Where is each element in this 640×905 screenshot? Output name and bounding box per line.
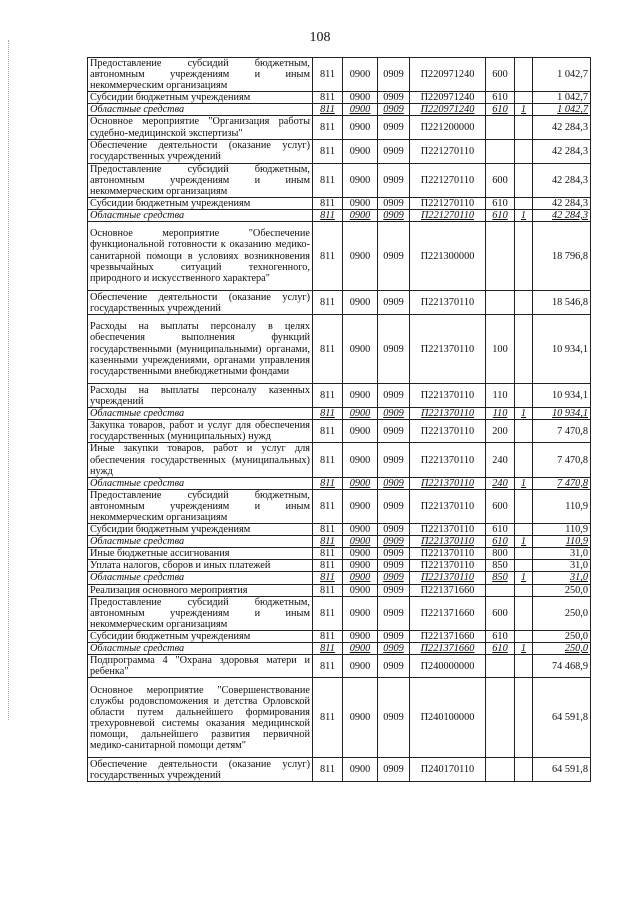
subsection-code: 0909 [378,222,410,291]
table-row [88,630,591,642]
section-code: 0900 [343,222,378,291]
funding-source-code: 1 [515,572,533,584]
section-code: 0900 [343,489,378,523]
table-row [88,596,591,630]
expense-type-code: 610 [486,210,515,222]
expense-type-code: 600 [486,596,515,630]
section-code: 0900 [343,116,378,139]
expense-type-code: 600 [486,163,515,197]
funding-source-code: 1 [515,210,533,222]
amount: 110,9 [533,536,591,548]
funding-source-code: 1 [515,104,533,116]
grbs-code: 811 [313,655,343,678]
subsection-code: 0909 [378,584,410,596]
table-row [88,139,591,163]
table-row [88,104,591,116]
target-article-code: П221370110 [410,420,486,443]
table-row [88,560,591,572]
table-row [88,536,591,548]
table-row [88,197,591,209]
row-name: Областные средства [88,408,313,420]
expense-type-code: 600 [486,58,515,92]
section-code: 0900 [343,536,378,548]
subsection-code: 0909 [378,197,410,209]
table-row [88,163,591,197]
target-article-code: П221370110 [410,489,486,523]
target-article-code: П221270110 [410,163,486,197]
funding-source-code [515,420,533,443]
grbs-code: 811 [313,197,343,209]
row-name: Обеспечение деятельности (оказание услуг) государственных учреждений [88,139,313,163]
grbs-code: 811 [313,536,343,548]
subsection-code: 0909 [378,315,410,384]
expense-type-code [486,291,515,315]
expense-type-code: 110 [486,408,515,420]
expense-type-code [486,584,515,596]
target-article-code: П221300000 [410,222,486,291]
grbs-code: 811 [313,596,343,630]
grbs-code: 811 [313,572,343,584]
target-article-code: П221370110 [410,291,486,315]
grbs-code: 811 [313,139,343,163]
subsection-code: 0909 [378,477,410,489]
expense-type-code: 110 [486,384,515,408]
funding-source-code [515,560,533,572]
grbs-code: 811 [313,116,343,139]
target-article-code: П240000000 [410,655,486,678]
amount: 18 796,8 [533,222,591,291]
target-article-code: П221370110 [410,477,486,489]
table-row [88,524,591,536]
section-code: 0900 [343,104,378,116]
grbs-code: 811 [313,678,343,758]
table-row [88,548,591,560]
subsection-code: 0909 [378,291,410,315]
target-article-code: П220971240 [410,92,486,104]
section-code: 0900 [343,678,378,758]
row-name: Предоставление субсидий бюджетным, автономным учреждениям и иным некоммерческим организациям [88,58,313,92]
grbs-code: 811 [313,420,343,443]
section-code: 0900 [343,139,378,163]
funding-source-code [515,197,533,209]
grbs-code: 811 [313,104,343,116]
row-name: Предоставление субсидий бюджетным, автономным учреждениям и иным некоммерческим организациям [88,489,313,523]
target-article-code: П220971240 [410,104,486,116]
section-code: 0900 [343,58,378,92]
expense-type-code [486,116,515,139]
subsection-code: 0909 [378,524,410,536]
table-row [88,655,591,678]
table-row [88,420,591,443]
section-code: 0900 [343,420,378,443]
funding-source-code: 1 [515,408,533,420]
expense-type-code: 610 [486,536,515,548]
amount: 250,0 [533,643,591,655]
section-code: 0900 [343,477,378,489]
target-article-code: П221270110 [410,139,486,163]
section-code: 0900 [343,291,378,315]
target-article-code: П221200000 [410,116,486,139]
target-article-code: П221371660 [410,596,486,630]
funding-source-code [515,315,533,384]
funding-source-code [515,489,533,523]
expense-type-code: 240 [486,443,515,477]
amount: 7 470,8 [533,443,591,477]
section-code: 0900 [343,560,378,572]
table-row [88,489,591,523]
row-name: Реализация основного мероприятия [88,584,313,596]
amount: 42 284,3 [533,163,591,197]
target-article-code: П221370110 [410,560,486,572]
row-name: Уплата налогов, сборов и иных платежей [88,560,313,572]
subsection-code: 0909 [378,443,410,477]
table-row [88,643,591,655]
grbs-code: 811 [313,584,343,596]
subsection-code: 0909 [378,630,410,642]
target-article-code: П221370110 [410,572,486,584]
amount: 42 284,3 [533,210,591,222]
expense-type-code [486,655,515,678]
grbs-code: 811 [313,210,343,222]
expense-type-code: 850 [486,572,515,584]
funding-source-code [515,524,533,536]
funding-source-code [515,443,533,477]
row-name: Расходы на выплаты персоналу в целях обеспечения выполнения функций государственными (муниципальными) органами, казенными учреждениями, органами управления государственными внебюджетными фондами [88,315,313,384]
target-article-code: П221370110 [410,315,486,384]
expense-type-code [486,222,515,291]
subsection-code: 0909 [378,596,410,630]
grbs-code: 811 [313,477,343,489]
row-name: Областные средства [88,572,313,584]
subsection-code: 0909 [378,116,410,139]
target-article-code: П240170110 [410,758,486,782]
expense-type-code: 610 [486,524,515,536]
section-code: 0900 [343,548,378,560]
funding-source-code [515,163,533,197]
row-name: Иные закупки товаров, работ и услуг для обеспечения государственных (муниципальных) нужд [88,443,313,477]
row-name: Областные средства [88,477,313,489]
grbs-code: 811 [313,489,343,523]
target-article-code: П221371660 [410,584,486,596]
subsection-code: 0909 [378,536,410,548]
expense-type-code: 610 [486,630,515,642]
row-name: Основное мероприятие "Совершенствование службы родовспоможения и детства Орловской области путем дальнейшего формирования трехуровневой системы оказания медицинской помощи, дальнейшего развития первичной медико-санитарной помощи детям" [88,678,313,758]
table-row [88,584,591,596]
section-code: 0900 [343,163,378,197]
amount: 7 470,8 [533,420,591,443]
funding-source-code [515,655,533,678]
table-row [88,210,591,222]
amount: 110,9 [533,524,591,536]
target-article-code: П221371660 [410,643,486,655]
grbs-code: 811 [313,315,343,384]
grbs-code: 811 [313,560,343,572]
funding-source-code [515,58,533,92]
amount: 1 042,7 [533,92,591,104]
expense-type-code: 610 [486,643,515,655]
expense-type-code: 200 [486,420,515,443]
subsection-code: 0909 [378,643,410,655]
table-row [88,477,591,489]
target-article-code: П221270110 [410,210,486,222]
row-name: Подпрограмма 4 "Охрана здоровья матери и ребенка" [88,655,313,678]
row-name: Основное мероприятие "Обеспечение функциональной готовности к оказанию медико-санитарной помощи в условиях возникновения чрезвычайных ситуаций техногенного, природного и искусственного характера" [88,222,313,291]
subsection-code: 0909 [378,655,410,678]
row-name: Закупка товаров, работ и услуг для обеспечения государственных (муниципальных) нужд [88,420,313,443]
subsection-code: 0909 [378,163,410,197]
target-article-code: П221370110 [410,443,486,477]
amount: 10 934,1 [533,408,591,420]
target-article-code: П220971240 [410,58,486,92]
grbs-code: 811 [313,524,343,536]
funding-source-code [515,678,533,758]
expense-type-code [486,139,515,163]
amount: 10 934,1 [533,384,591,408]
amount: 31,0 [533,548,591,560]
row-name: Областные средства [88,643,313,655]
row-name: Субсидии бюджетным учреждениям [88,524,313,536]
table-row [88,222,591,291]
grbs-code: 811 [313,548,343,560]
amount: 250,0 [533,584,591,596]
row-name: Областные средства [88,536,313,548]
subsection-code: 0909 [378,139,410,163]
expense-type-code: 800 [486,548,515,560]
funding-source-code [515,291,533,315]
subsection-code: 0909 [378,489,410,523]
funding-source-code [515,584,533,596]
table-row [88,291,591,315]
row-name: Основное мероприятие "Организация работы судебно-медицинской экспертизы" [88,116,313,139]
amount: 18 546,8 [533,291,591,315]
subsection-code: 0909 [378,58,410,92]
section-code: 0900 [343,524,378,536]
section-code: 0900 [343,643,378,655]
amount: 64 591,8 [533,758,591,782]
expense-type-code: 850 [486,560,515,572]
row-name: Расходы на выплаты персоналу казенных учреждений [88,384,313,408]
amount: 64 591,8 [533,678,591,758]
funding-source-code [515,630,533,642]
grbs-code: 811 [313,443,343,477]
section-code: 0900 [343,384,378,408]
amount: 1 042,7 [533,104,591,116]
grbs-code: 811 [313,643,343,655]
grbs-code: 811 [313,92,343,104]
amount: 250,0 [533,596,591,630]
table-row [88,443,591,477]
section-code: 0900 [343,596,378,630]
grbs-code: 811 [313,291,343,315]
funding-source-code: 1 [515,536,533,548]
subsection-code: 0909 [378,572,410,584]
funding-source-code [515,384,533,408]
subsection-code: 0909 [378,210,410,222]
grbs-code: 811 [313,630,343,642]
section-code: 0900 [343,584,378,596]
table-row [88,678,591,758]
grbs-code: 811 [313,408,343,420]
expense-type-code: 100 [486,315,515,384]
target-article-code: П221371660 [410,630,486,642]
subsection-code: 0909 [378,420,410,443]
amount: 42 284,3 [533,139,591,163]
expense-type-code [486,758,515,782]
funding-source-code [515,139,533,163]
section-code: 0900 [343,197,378,209]
funding-source-code [515,222,533,291]
funding-source-code: 1 [515,477,533,489]
table-row [88,384,591,408]
section-code: 0900 [343,572,378,584]
subsection-code: 0909 [378,678,410,758]
target-article-code: П221370110 [410,536,486,548]
table-row [88,572,591,584]
subsection-code: 0909 [378,560,410,572]
funding-source-code [515,548,533,560]
table-row [88,758,591,782]
funding-source-code [515,116,533,139]
expense-type-code: 610 [486,92,515,104]
target-article-code: П221370110 [410,524,486,536]
page-number: 108 [309,30,331,45]
amount: 42 284,3 [533,197,591,209]
budget-table [87,57,591,782]
row-name: Областные средства [88,210,313,222]
target-article-code: П221370110 [410,548,486,560]
amount: 7 470,8 [533,477,591,489]
row-name: Обеспечение деятельности (оказание услуг) государственных учреждений [88,291,313,315]
expense-type-code: 600 [486,489,515,523]
amount: 1 042,7 [533,58,591,92]
grbs-code: 811 [313,163,343,197]
amount: 250,0 [533,630,591,642]
subsection-code: 0909 [378,408,410,420]
section-code: 0900 [343,443,378,477]
row-name: Предоставление субсидий бюджетным, автономным учреждениям и иным некоммерческим организациям [88,163,313,197]
row-name: Субсидии бюджетным учреждениям [88,92,313,104]
row-name: Предоставление субсидий бюджетным, автономным учреждениям и иным некоммерческим организациям [88,596,313,630]
section-code: 0900 [343,630,378,642]
target-article-code: П221270110 [410,197,486,209]
section-code: 0900 [343,655,378,678]
section-code: 0900 [343,408,378,420]
grbs-code: 811 [313,384,343,408]
expense-type-code: 610 [486,197,515,209]
section-code: 0900 [343,315,378,384]
expense-type-code: 610 [486,104,515,116]
row-name: Субсидии бюджетным учреждениям [88,197,313,209]
row-name: Иные бюджетные ассигнования [88,548,313,560]
table-row [88,92,591,104]
funding-source-code [515,596,533,630]
target-article-code: П240100000 [410,678,486,758]
amount: 74 468,9 [533,655,591,678]
funding-source-code: 1 [515,643,533,655]
row-name: Субсидии бюджетным учреждениям [88,630,313,642]
grbs-code: 811 [313,222,343,291]
table-row [88,315,591,384]
target-article-code: П221370110 [410,408,486,420]
subsection-code: 0909 [378,548,410,560]
section-code: 0900 [343,210,378,222]
table-row [88,58,591,92]
row-name: Областные средства [88,104,313,116]
section-code: 0900 [343,758,378,782]
amount: 42 284,3 [533,116,591,139]
subsection-code: 0909 [378,758,410,782]
grbs-code: 811 [313,758,343,782]
subsection-code: 0909 [378,92,410,104]
expense-type-code [486,678,515,758]
subsection-code: 0909 [378,384,410,408]
funding-source-code [515,92,533,104]
expense-type-code: 240 [486,477,515,489]
subsection-code: 0909 [378,104,410,116]
amount: 10 934,1 [533,315,591,384]
table-row [88,116,591,139]
amount: 31,0 [533,560,591,572]
grbs-code: 811 [313,58,343,92]
target-article-code: П221370110 [410,384,486,408]
row-name: Обеспечение деятельности (оказание услуг) государственных учреждений [88,758,313,782]
table-row [88,408,591,420]
funding-source-code [515,758,533,782]
amount: 31,0 [533,572,591,584]
section-code: 0900 [343,92,378,104]
scan-margin-line [8,40,10,720]
amount: 110,9 [533,489,591,523]
